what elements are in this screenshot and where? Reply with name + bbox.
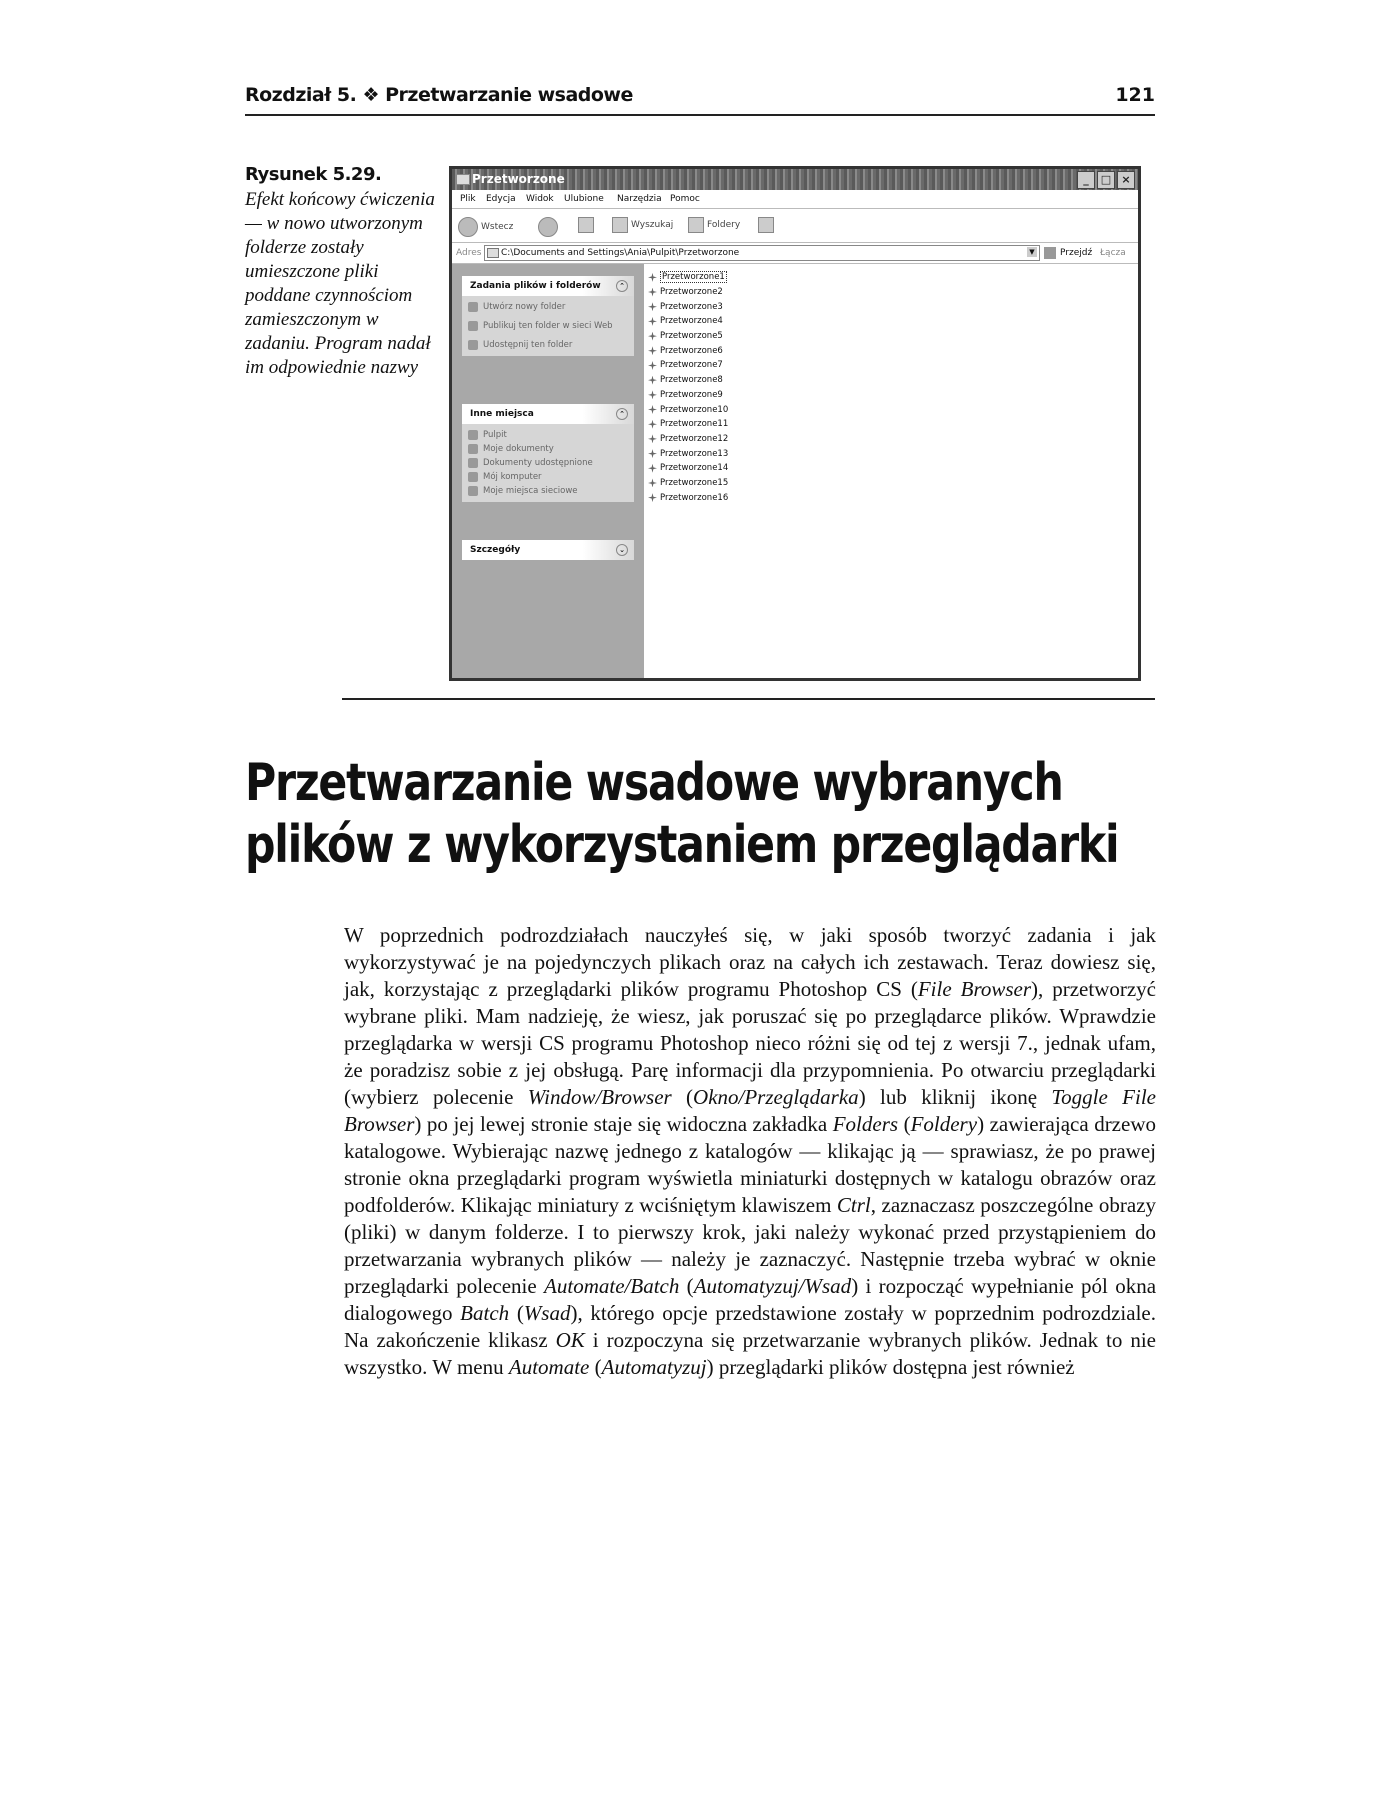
window-titlebar	[452, 169, 1138, 190]
search-icon	[612, 217, 628, 233]
body-text	[344, 922, 1156, 1381]
menu-tools: Narzędzia	[617, 194, 662, 204]
image-file-icon	[648, 390, 657, 399]
search-label: Wyszukaj	[631, 220, 674, 230]
file-name: Przetworzone7	[660, 360, 723, 371]
file-name: Przetworzone5	[660, 331, 723, 342]
details-panel	[462, 540, 634, 560]
computer-icon	[468, 472, 478, 482]
address-bar	[452, 243, 1138, 264]
forward-arrow-icon	[538, 217, 558, 237]
file-name: Przetworzone1	[662, 272, 725, 283]
image-file-icon	[648, 346, 657, 355]
new-folder-icon	[468, 302, 478, 312]
file-name: Przetworzone2	[660, 287, 723, 298]
toolbar	[452, 208, 1138, 243]
file-item	[648, 490, 728, 505]
heading-line-1: Przetwarzanie wsadowe wybranych	[245, 753, 1063, 813]
file-name: Przetworzone11	[660, 419, 729, 430]
details-panel-title: Szczegóły	[470, 545, 521, 555]
address-label: Adres	[456, 248, 482, 258]
address-field	[484, 245, 1040, 261]
documents-icon	[468, 444, 478, 454]
image-file-icon	[648, 376, 657, 385]
task-item: Udostępnij ten folder	[468, 338, 628, 352]
task-item: Utwórz nowy folder	[468, 300, 628, 314]
file-item	[648, 476, 728, 491]
task-pane	[452, 264, 644, 678]
go-button	[1044, 247, 1092, 259]
image-file-icon	[648, 288, 657, 297]
task-item: Publikuj ten folder w sieci Web	[468, 314, 628, 338]
back-arrow-icon	[458, 217, 478, 237]
places-panel-title: Inne miejsca	[470, 409, 534, 419]
place-item: Pulpit	[468, 428, 628, 442]
heading-line-2: plików z wykorzystaniem przeglądarki	[245, 815, 1119, 875]
file-item	[648, 373, 728, 388]
go-arrow-icon	[1044, 247, 1056, 259]
folders-label: Foldery	[707, 220, 741, 230]
image-file-icon	[648, 478, 657, 487]
menu-file: Plik	[460, 194, 476, 204]
collapse-icon: ⌃	[616, 280, 628, 292]
file-name: Przetworzone3	[660, 301, 723, 312]
file-name: Przetworzone4	[660, 316, 723, 327]
paragraph: W poprzednich podrozdziałach nauczyłeś się, w jaki sposób tworzyć zadania i jak wykorzystywać je na pojedynczych plikach oraz na całych ich zestawach. Teraz dowiesz się, jak, korzystając z przeglądarki plików programu Photoshop CS (File Browser), przetworzyć wybrane pliki. Mam nadzieję, że wiesz, jak poruszać się po przeglądarce plików. Wprawdzie przeglądarka w wersji CS programu Photoshop nieco różni się od tej z wersji 7., jednak ufam, że poradzisz sobie z jej obsługą. Parę informacji dla przypomnienia. Po otwarciu przeglądarki (wybierz polecenie Window/Browser (Okno/Przeglądarka) lub kliknij ikonę Toggle File Browser) po jej lewej stronie staje się widoczna zakładka Folders (Foldery) zawierająca drzewo katalogowe. Wybierając nazwę jednego z katalogów — klikając ją — sprawiasz, że po prawej stronie okna przeglądarki program wyświetla miniaturki dostępnych w katalogu obrazów oraz podfolderów. Klikając miniatury z wciśniętym klawiszem Ctrl, zaznaczasz poszczególne obrazy (pliki) w danym folderze. I to pierwszy krok, jaki należy wykonać przed przystąpieniem do przetwarzania wybranych plików — należy je zaznaczyć. Następnie trzeba wybrać w oknie przeglądarki polecenie Automate/Batch (Automatyzuj/Wsad) i rozpocząć wypełnianie pól okna dialogowego Batch (Wsad), którego opcje przedstawione zostały w poprzednim podrozdziale. Na zakończenie klikasz OK i rozpoczyna się przetwarzanie wybranych plików. Jednak to nie wszystko. W menu Automate (Automatyzuj) przeglądarki plików dostępna jest również	[344, 923, 1157, 1379]
file-name: Przetworzone13	[660, 448, 729, 459]
file-item	[648, 432, 728, 447]
image-file-icon	[648, 273, 657, 282]
file-name: Przetworzone14	[660, 463, 729, 474]
minimize-icon: _	[1077, 171, 1095, 189]
image-file-icon	[648, 449, 657, 458]
file-name: Przetworzone6	[660, 345, 723, 356]
explorer-screenshot	[449, 166, 1141, 681]
views-icon	[758, 217, 774, 233]
tasks-panel	[462, 276, 634, 356]
address-value: C:\Documents and Settings\Ania\Pulpit\Przetworzone	[501, 248, 740, 258]
place-item: Dokumenty udostępnione	[468, 456, 628, 470]
place-item: Mój komputer	[468, 470, 628, 484]
file-name: Przetworzone9	[660, 389, 723, 400]
menu-bar	[452, 190, 1138, 209]
image-file-icon	[648, 302, 657, 311]
file-item	[648, 314, 728, 329]
close-icon: ×	[1117, 171, 1135, 189]
file-item	[648, 329, 728, 344]
file-item	[648, 285, 728, 300]
folder-icon	[487, 248, 499, 258]
running-header	[245, 84, 1155, 116]
maximize-icon: □	[1097, 171, 1115, 189]
figure-divider	[342, 698, 1155, 700]
image-file-icon	[648, 420, 657, 429]
links-label: Łącza	[1100, 248, 1126, 258]
file-item	[648, 299, 728, 314]
menu-favorites: Ulubione	[564, 194, 604, 204]
tasks-panel-title: Zadania plików i folderów	[470, 281, 601, 291]
chapter-title: Rozdział 5. ❖ Przetwarzanie wsadowe	[245, 84, 633, 106]
file-item	[648, 270, 728, 285]
shared-documents-icon	[468, 458, 478, 468]
image-file-icon	[648, 332, 657, 341]
section-heading	[245, 752, 1147, 876]
network-icon	[468, 486, 478, 496]
desktop-icon	[468, 430, 478, 440]
place-item: Moje dokumenty	[468, 442, 628, 456]
figure-caption: Efekt końcowy ćwiczenia — w nowo utworzonym folderze zostały umieszczone pliki poddane czynnościom zamieszczonym w zadaniu. Program nadał im odpowiednie nazwy	[245, 189, 435, 378]
share-icon	[468, 340, 478, 350]
image-file-icon	[648, 317, 657, 326]
file-item	[648, 402, 728, 417]
menu-view: Widok	[526, 194, 554, 204]
file-list	[648, 270, 728, 505]
file-item	[648, 417, 728, 432]
file-item	[648, 358, 728, 373]
places-panel	[462, 404, 634, 502]
file-name: Przetworzone10	[660, 404, 729, 415]
image-file-icon	[648, 493, 657, 502]
image-file-icon	[648, 361, 657, 370]
file-name: Przetworzone15	[660, 477, 729, 488]
place-item: Moje miejsca sieciowe	[468, 484, 628, 498]
file-item	[648, 446, 728, 461]
file-name: Przetworzone12	[660, 433, 729, 444]
page-number: 121	[1115, 84, 1155, 106]
file-item	[648, 343, 728, 358]
image-file-icon	[648, 405, 657, 414]
chevron-down-icon: ▼	[1027, 247, 1037, 257]
file-item	[648, 461, 728, 476]
menu-help: Pomoc	[670, 194, 700, 204]
go-label: Przejdź	[1060, 248, 1093, 258]
image-file-icon	[648, 464, 657, 473]
file-name: Przetworzone16	[660, 492, 729, 503]
file-item	[648, 388, 728, 403]
folders-icon	[688, 217, 704, 233]
folder-icon	[456, 174, 470, 185]
back-label: Wstecz	[481, 222, 514, 232]
up-folder-icon	[578, 217, 594, 233]
publish-icon	[468, 321, 478, 331]
image-file-icon	[648, 434, 657, 443]
window-title: Przetworzone	[472, 172, 565, 186]
collapse-icon: ⌃	[616, 408, 628, 420]
menu-edit: Edycja	[486, 194, 516, 204]
file-name: Przetworzone8	[660, 375, 723, 386]
expand-icon: ⌄	[616, 544, 628, 556]
figure-label: Rysunek 5.29.	[245, 164, 382, 185]
